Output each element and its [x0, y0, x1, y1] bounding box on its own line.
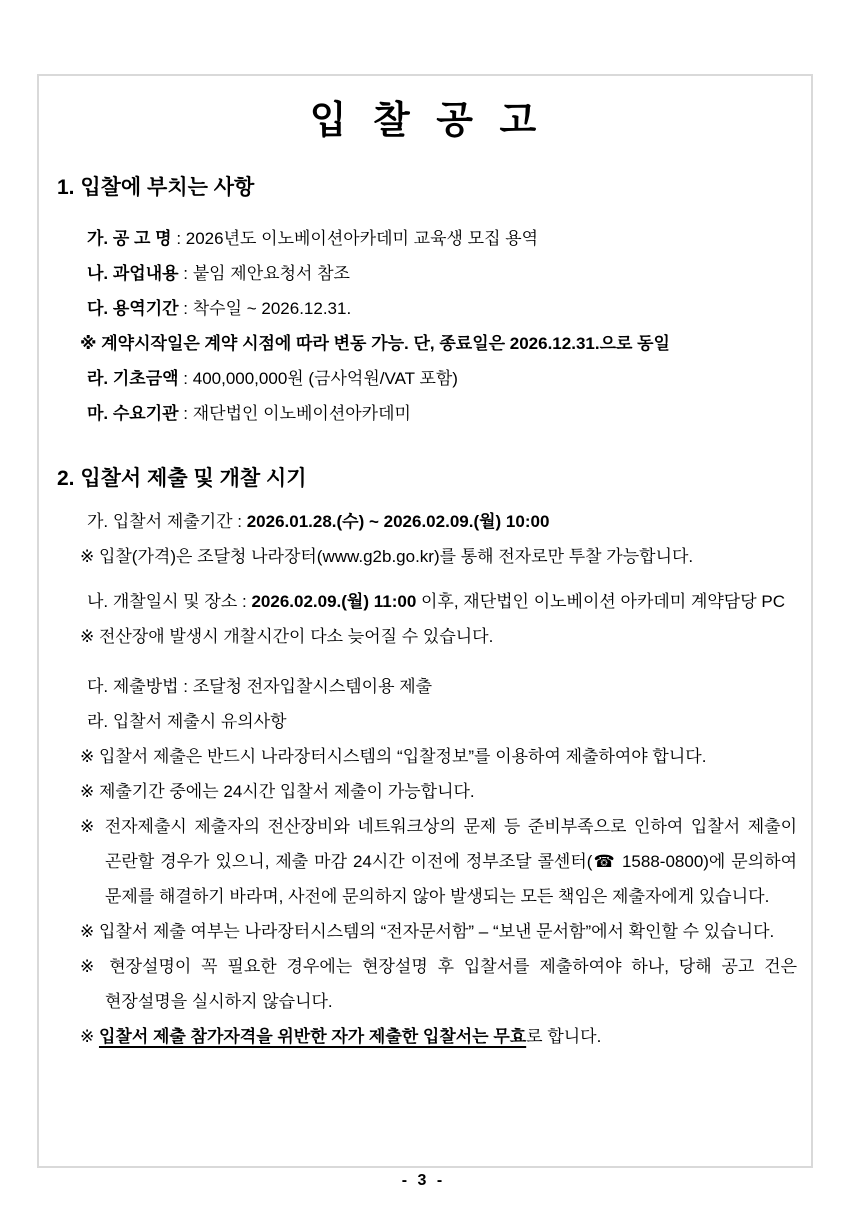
field-opening-datetime — [57, 584, 797, 619]
field-separator: : — [171, 229, 186, 248]
field-separator: : — [178, 264, 193, 283]
caution-document-box: ※ 입찰서 제출 여부는 나라장터시스템의 “전자문서함” – “보낸 문서함”에서 확인할 수 있습니다. — [80, 922, 775, 941]
field-label: 가. 공 고 명 — [87, 229, 172, 248]
field-demand-agency — [57, 396, 797, 431]
field-task-content — [57, 256, 797, 291]
field-label: 나. 과업내용 — [87, 264, 179, 283]
submission-note: ※ 입찰(가격)은 조달청 나라장터(www.g2b.go.kr)를 통해 전자로만 투찰 가능합니다. — [80, 547, 694, 566]
field-base-amount — [57, 361, 797, 396]
field-label: 라. 기초금액 — [87, 369, 179, 388]
caution-invalid-bid — [57, 1019, 797, 1054]
section1-body — [57, 221, 797, 431]
section2-body — [57, 504, 797, 1054]
field-separator: : — [178, 369, 193, 388]
field-submission-method: 다. 제출방법 : 조달청 전자입찰시스템이용 제출 — [87, 677, 433, 696]
section1-heading: 1. 입찰에 부치는 사항 — [57, 176, 255, 199]
field-value: 2026년도 이노베이션아카데미 교육생 모집 용역 — [185, 229, 539, 248]
invalid-bid-suffix: 로 합니다. — [526, 1027, 602, 1046]
opening-note: ※ 전산장애 발생시 개찰시간이 다소 늦어질 수 있습니다. — [80, 627, 494, 646]
document-title: 입 찰 공 고 — [309, 100, 545, 142]
opening-location: 이후, 재단법인 이노베이션 아카데미 계약담당 PC — [416, 592, 785, 611]
document-page — [37, 74, 813, 1168]
caution-24hour: ※ 제출기간 중에는 24시간 입찰서 제출이 가능합니다. — [80, 782, 475, 801]
field-separator: : — [178, 404, 193, 423]
field-value: 착수일 ~ 2026.12.31. — [192, 299, 352, 318]
field-label: 다. 용역기간 — [87, 299, 179, 318]
invalid-bid-emphasis: 입찰서 제출 참가자격을 위반한 자가 제출한 입찰서는 무효 — [98, 1027, 527, 1046]
caution-site-briefing: ※ 현장설명이 꼭 필요한 경우에는 현장설명 후 입찰서를 제출하여야 하나, 당해 공고 건은 현장설명을 실시하지 않습니다. — [80, 957, 797, 1011]
field-label: 나. 개찰일시 및 장소 : — [87, 592, 252, 611]
opening-datetime-value: 2026.02.09.(월) 11:00 — [251, 592, 417, 611]
contract-start-note: ※ 계약시작일은 계약 시점에 따라 변동 가능. 단, 종료일은 2026.12.31.으로 동일 — [80, 334, 670, 353]
field-service-period — [57, 291, 797, 326]
caution-bid-info: ※ 입찰서 제출은 반드시 나라장터시스템의 “입찰정보”를 이용하여 제출하여야 합니다. — [80, 747, 707, 766]
section2-heading: 2. 입찰서 제출 및 개찰 시기 — [57, 467, 307, 490]
field-value: 붙임 제안요청서 참조 — [192, 264, 350, 283]
field-value: 400,000,000원 (금사억원/VAT 포함) — [192, 369, 458, 388]
field-label: 마. 수요기관 — [87, 404, 179, 423]
field-label: 가. 입찰서 제출기간 : — [87, 512, 247, 531]
field-submission-period — [57, 504, 797, 539]
page-number: - 3 - — [401, 1172, 446, 1189]
note-marker: ※ — [80, 1027, 99, 1046]
submission-period-value: 2026.01.28.(수) ~ 2026.02.09.(월) 10:00 — [246, 512, 550, 531]
field-separator: : — [178, 299, 193, 318]
field-value: 재단법인 이노베이션아카데미 — [192, 404, 411, 423]
caution-equipment: ※ 전자제출시 제출자의 전산장비와 네트워크상의 문제 등 준비부족으로 인하여 입찰서 제출이 곤란할 경우가 있으니, 제출 마감 24시간 이전에 정부조달 콜센터(☎ 1588-0800)에 문의하여 문제를 해결하기 바라며, 사전에 문의하지 않아 발생되는 모든 책임은 제출자에게 있습니다. — [80, 817, 797, 906]
field-notice-name — [57, 221, 797, 256]
cautions-heading: 라. 입찰서 제출시 유의사항 — [87, 712, 287, 731]
